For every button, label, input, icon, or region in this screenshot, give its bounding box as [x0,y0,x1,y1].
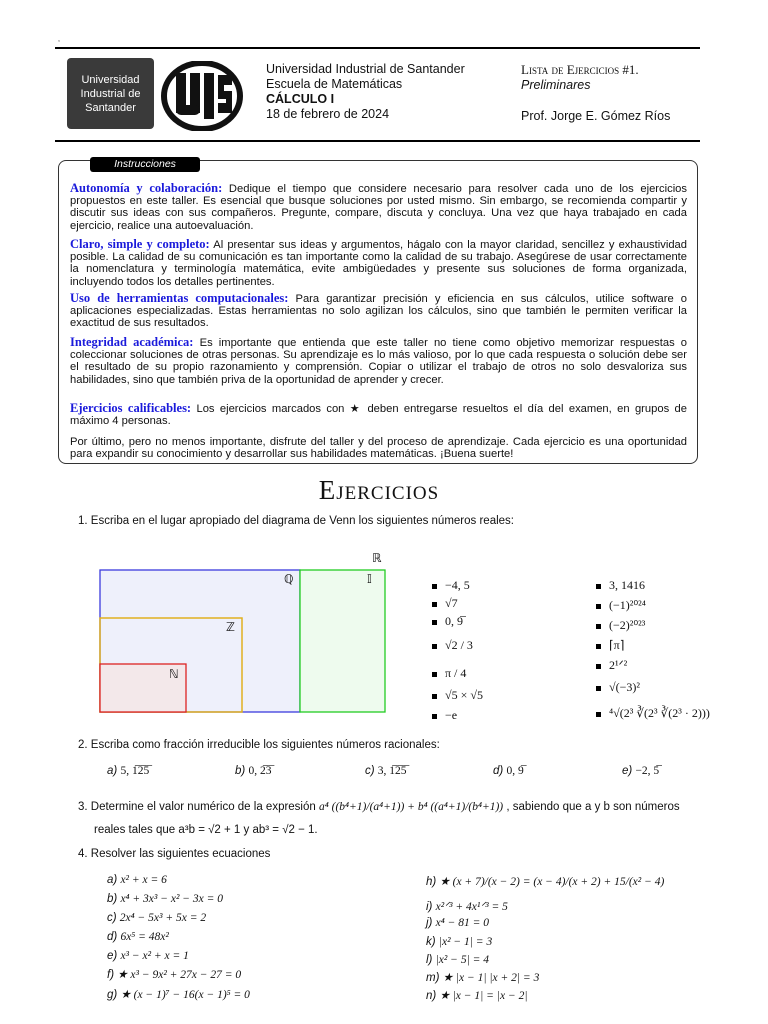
ex2-item-c: c) 3, 1̅2̅5̅ [365,765,407,777]
instruction-clarity: Claro, simple y completo: Al presentar sus ideas y argumentos, hágalo con la mayor claridad, sencillez y exhaustividad posible. La calidad de su comunicación es tan importante como la calidad de su trabajo. Asegúrese de usar correctamente la nomenclatura y terminología matemática, evite ambigüedades y presente sus soluciones de forma organizada, incluyendo todos los detalles pertinentes. [70,237,687,288]
ex4-item-f: f) ★ x³ − 9x² + 27x − 27 = 0 [107,969,242,981]
ex4-item-c: c) 2x⁴ − 5x³ + 5x = 2 [107,912,207,924]
set-n-label: ℕ [169,667,179,681]
exercise-2-text: 2. Escriba como fracción irreducible los siguientes números racionales: [78,739,440,751]
uis-emblem-icon [160,61,244,131]
ex4-item-m: m) ★ |x − 1| |x + 2| = 3 [426,972,540,984]
ex4-item-a: a) x² + x = 6 [107,874,167,886]
set-z-label: ℤ [226,620,235,634]
professor-name: Prof. Jorge E. Gómez Ríos [521,109,671,123]
header-bottom-rule [55,140,700,142]
ex4-item-i: i) x²ᐟ³ + 4x¹ᐟ³ = 5 [426,901,508,913]
ex4-item-l: l) |x² − 5| = 4 [426,954,489,966]
list-item: π / 4 [432,666,466,681]
set-i-region [300,570,385,712]
corner-mark: , [58,36,60,43]
set-i-label: 𝕀 [367,572,372,586]
exercise-1-text: 1. Escriba en el lugar apropiado del diagrama de Venn los siguientes números reales: [78,515,514,527]
list-item: −4, 5 [432,578,470,593]
ex2-item-b: b) 0, 2̅3̅ [235,765,272,777]
instruction-tools: Uso de herramientas computacionales: Para garantizar precisión y eficiencia en sus cálculos, utilice software o aplicaciones especializadas. Estas herramientas no solo agilizan los cálculos, sino que también le permiten verificar la exactitud de sus resultados. [70,291,687,330]
ex4-item-g: g) ★ (x − 1)⁷ − 16(x − 1)⁵ = 0 [107,989,250,1001]
list-item: (−1)²⁰²⁴ [596,598,646,613]
header-left-block [266,62,465,122]
set-q-label: ℚ [284,572,294,586]
list-item: √2 / 3 [432,638,473,653]
list-item: −e [432,708,457,723]
list-item: ⁴√(2³ ∛(2³ ∛(2³ · 2))) [596,706,710,721]
date: 18 de febrero de 2024 [266,107,390,121]
list-item: √5 × √5 [432,688,483,703]
exercise-3-line1: 3. Determine el valor numérico de la expresión a⁴ ((b⁴+1)/(a⁴+1)) + b⁴ ((a⁴+1)/(b⁴+1)) , sabiendo que a y b son números [78,801,680,813]
header-top-rule [55,47,700,49]
exercise-4-text: 4. Resolver las siguientes ecuaciones [78,848,271,860]
ex2-item-e: e) −2, 5̅ [622,765,660,777]
list-item: 0, 9̅ [432,614,463,629]
ex4-item-e: e) x³ − x² + x = 1 [107,950,189,962]
list-subtitle: Preliminares [521,78,591,92]
list-item: (−2)²⁰²³ [596,618,645,633]
ex4-item-n: n) ★ |x − 1| = |x − 2| [426,990,528,1002]
list-item: √7 [432,596,458,611]
ex4-item-b: b) x⁴ + 3x³ − x² − 3x = 0 [107,893,224,905]
university-name: Universidad Industrial de Santander [266,62,465,76]
list-title: Lista de Ejercicios #1. [521,62,639,77]
exercise-3-line2: reales tales que a³b = √2 + 1 y ab³ = √2 − 1. [94,824,318,836]
instruction-graded: Ejercicios calificables: Los ejercicios marcados con ★ deben entregarse resueltos el día del examen, en grupos de máximo 4 personas. [70,401,687,428]
university-logo-text: Universidad Industrial de Santander [67,58,154,129]
list-item: 2¹ᐟ² [596,658,627,673]
list-item: √(−3)² [596,680,640,695]
ex4-item-j: j) x⁴ − 81 = 0 [426,917,489,929]
ex2-item-a: a) 5, 1̅2̅5̅ [107,765,150,777]
section-title: Ejercicios [318,475,440,505]
instruction-integrity: Integridad académica: Es importante que entienda que este taller no tiene como objetivo memorizar respuestas o coleccionar soluciones de otras personas. Su aprendizaje es lo más valioso, por lo que cada respuesta o solución debe ser el resultado de su propio razonamiento y comprensión. Copiar o utilizar el trabajo de otros no solo desvaloriza sus habilidades, sino que también priva de la oportunidad de aprender y crecer. [70,335,688,386]
ex2-item-d: d) 0, 9̅ [493,765,524,777]
school-name: Escuela de Matemáticas [266,77,403,91]
instruction-autonomy: Autonomía y colaboración: Dedique el tiempo que considere necesario para resolver cada uno de los ejercicios propuestos en este taller. Es esencial que busque soluciones por usted mismo. Sin embargo, se recomienda compartir y discutir sus ideas con sus compañeros. Pregunte, compare, discuta y concluya. Una vez que haya trabajado en cada ejercicio, realice una autoevaluación. [70,181,687,232]
venn-diagram [95,548,395,718]
ex4-item-h: h) ★ (x + 7)/(x − 2) = (x − 4)/(x + 2) + 15/(x² − 4) [426,876,665,888]
list-item: ⌈π⌉ [596,638,624,653]
instruction-closing: Por último, pero no menos importante, disfrute del taller y del proceso de aprendizaje. Cada ejercicio es una oportunidad para expandir su conocimiento y desarrollar sus habilidades matemáticas. ¡Buena suerte! [70,436,687,461]
instructions-tab: Instrucciones [90,157,200,172]
set-r-label: ℝ [372,551,382,565]
course-name: CÁLCULO I [266,92,335,106]
ex4-item-k: k) |x² − 1| = 3 [426,936,493,948]
list-item: 3, 1416 [596,578,645,593]
ex4-item-d: d) 6x⁵ = 48x² [107,931,169,943]
